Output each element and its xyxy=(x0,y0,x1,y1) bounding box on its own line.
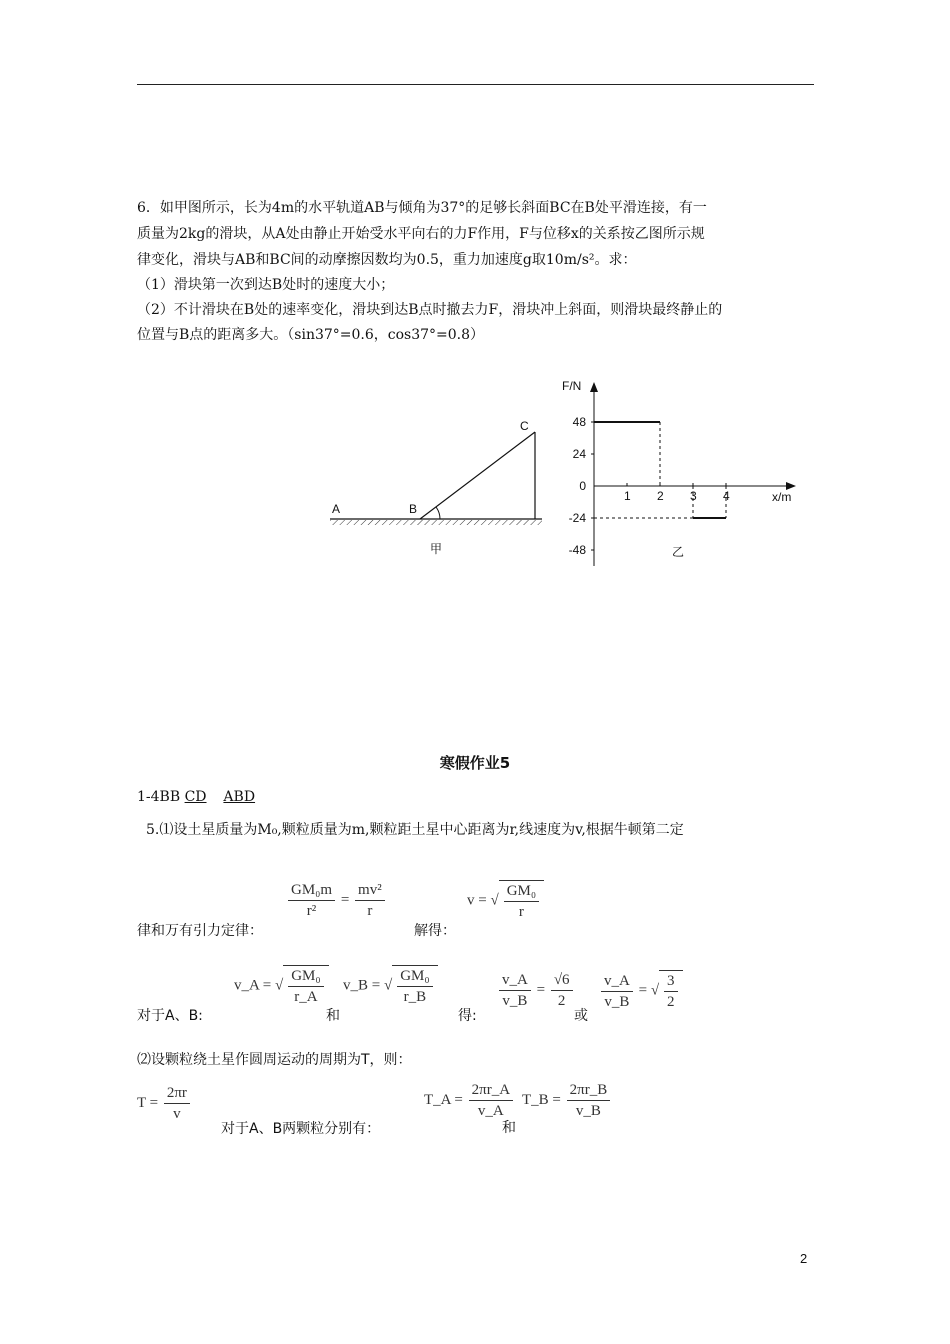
q5-vb-eq: v_B = √ $\frac{\text{GM₀}}{r\_B}$ xyxy=(343,965,438,1007)
caption-yi: 乙 xyxy=(672,545,685,559)
ratio-num: v_A xyxy=(499,970,531,991)
problem6-line-2: 质量为2kg的滑块，从A处由静止开始受水平向右的力F作用，F与位移x的关系按乙图所示规 xyxy=(137,226,705,242)
ratio-val-num: √6 xyxy=(551,970,573,991)
va-den: r_A xyxy=(294,989,318,1005)
x-tick-label: 1 xyxy=(624,489,631,503)
va-num: GM₀ xyxy=(288,966,323,987)
q5-v-eq: v = √ $\frac{\text{GM₀}}{r}$ xyxy=(467,880,544,922)
TA-num: 2πr_A xyxy=(469,1080,513,1101)
q5-va-eq: v_A = √ $\frac{\text{GM₀}}{r\_A}$ xyxy=(234,965,329,1007)
TB-den: v_B xyxy=(575,1103,601,1119)
mc-prefix: 1-4BB xyxy=(137,789,181,805)
problem6-line-5: （2）不计滑块在B处的速率变化，滑块到达B点时撤去力F，滑块冲上斜面，则滑块最终静止的 xyxy=(137,302,723,318)
incline-bc xyxy=(420,432,535,519)
y-tick-label: 24 xyxy=(572,447,586,461)
answers-heading: 寒假作业5 xyxy=(439,754,511,772)
x-tick-label: 4 xyxy=(723,489,730,503)
label-a: A xyxy=(332,502,341,516)
eq1-lhs-den: r² xyxy=(306,903,317,919)
TA-den: v_A xyxy=(477,1103,504,1119)
problem6-line-4: （1）滑块第一次到达B处时的速度大小； xyxy=(137,277,395,293)
label-c: C xyxy=(520,419,529,433)
q5-line1: 5.⑴设土星质量为M₀,颗粒质量为m,颗粒距土星中心距离为r,线速度为v,根据牛顿第二定 xyxy=(146,822,684,838)
y-tick-label: -24 xyxy=(568,511,586,525)
page-number: 2 xyxy=(800,1251,808,1266)
q5-T-text: 对于A、B两颗粒分别有： xyxy=(221,1121,381,1137)
q5-line2-text: 律和万有引力定律： xyxy=(137,923,263,939)
x-tick-label: 3 xyxy=(690,489,697,503)
y-tick-label: 0 xyxy=(579,479,586,493)
problem6-line-6: 位置与B点的距离多大。（sin37°=0.6，cos37°=0.8） xyxy=(137,327,485,343)
ratio-den: v_B xyxy=(502,993,528,1009)
q5-ratio2: $\frac{v\_A}{v\_B}$ = √ $\frac{3}{2}$ xyxy=(599,970,683,1012)
x-axis-arrow xyxy=(786,482,796,490)
figure-yi-fx-chart xyxy=(530,378,810,573)
ratio2-rad-den: 2 xyxy=(667,994,675,1010)
T-den: v xyxy=(173,1106,181,1122)
v-num: GM₀ xyxy=(504,881,539,902)
vb-lhs: v_B = xyxy=(343,977,381,994)
q5-and: 和 xyxy=(326,1008,340,1024)
TB-num: 2πr_B xyxy=(567,1080,611,1101)
q5-for-ab: 对于A、B: xyxy=(137,1008,203,1024)
problem6-line-3: 律变化，滑块与AB和BC间的动摩擦因数均为0.5，重力加速度g取10m/s²。求： xyxy=(137,252,637,268)
y-tick-label: -48 xyxy=(568,543,586,557)
T-lhs: T = xyxy=(137,1094,159,1111)
ratio2-den: v_B xyxy=(604,993,630,1010)
x-tick-label: 2 xyxy=(657,489,664,503)
q5-solve: 解得： xyxy=(414,923,456,939)
q5-or: 或 xyxy=(574,1008,588,1024)
header-rule xyxy=(137,84,814,85)
q5-eq1: $\frac{\text{GM₀m}}{\text{r²}}$ = $\frac{\text{mv²}}{r}$ xyxy=(286,880,387,921)
problem6-line-1: 6．如甲图所示，长为4m的水平轨道AB与倾角为37°的足够长斜面BC在B处平滑连接，有一 xyxy=(137,200,707,216)
q5-get: 得: xyxy=(458,1008,477,1024)
ground-hatch xyxy=(330,520,542,525)
y-axis-label: F/N xyxy=(562,379,582,393)
caption-jia: 甲 xyxy=(430,542,443,556)
v-lhs: v = xyxy=(467,892,487,909)
mc-answers xyxy=(137,788,817,806)
y-axis-arrow xyxy=(590,382,598,392)
figure-jia-incline xyxy=(320,410,550,560)
TA-lhs: T_A = xyxy=(424,1091,463,1108)
eq1-rhs-den: r xyxy=(367,903,373,919)
angle-arc xyxy=(436,507,440,519)
q5-ratio: $\frac{v\_A}{v\_B}$ = $\frac{√6}{2}$ xyxy=(497,970,575,1011)
eq1-rhs-num: mv² xyxy=(355,880,385,901)
mc-cd: CD xyxy=(184,789,207,805)
vb-den: r_B xyxy=(403,989,427,1005)
v-den: r xyxy=(518,904,524,920)
ratio2-rad-num: 3 xyxy=(664,971,678,992)
T-num: 2πr xyxy=(164,1083,190,1104)
ratio-val-den: 2 xyxy=(557,993,566,1009)
q5-TA-eq xyxy=(424,1080,515,1121)
eq1-lhs-num: GM₀m xyxy=(288,880,335,901)
ratio2-num: v_A xyxy=(601,971,633,992)
q5-T-eq xyxy=(137,1083,192,1124)
mc-abd: ABD xyxy=(223,789,256,805)
q5-and2: 和 xyxy=(502,1120,516,1136)
TB-lhs: T_B = xyxy=(522,1091,561,1108)
q5-TB-eq xyxy=(522,1080,612,1121)
vb-num: GM₀ xyxy=(397,966,432,987)
q5-part2: ⑵设颗粒绕土星作圆周运动的周期为T，则： xyxy=(137,1052,412,1068)
x-axis-label: x/m xyxy=(772,490,792,504)
va-lhs: v_A = xyxy=(234,977,272,994)
label-b: B xyxy=(409,502,418,516)
y-tick-label: 48 xyxy=(572,415,586,429)
